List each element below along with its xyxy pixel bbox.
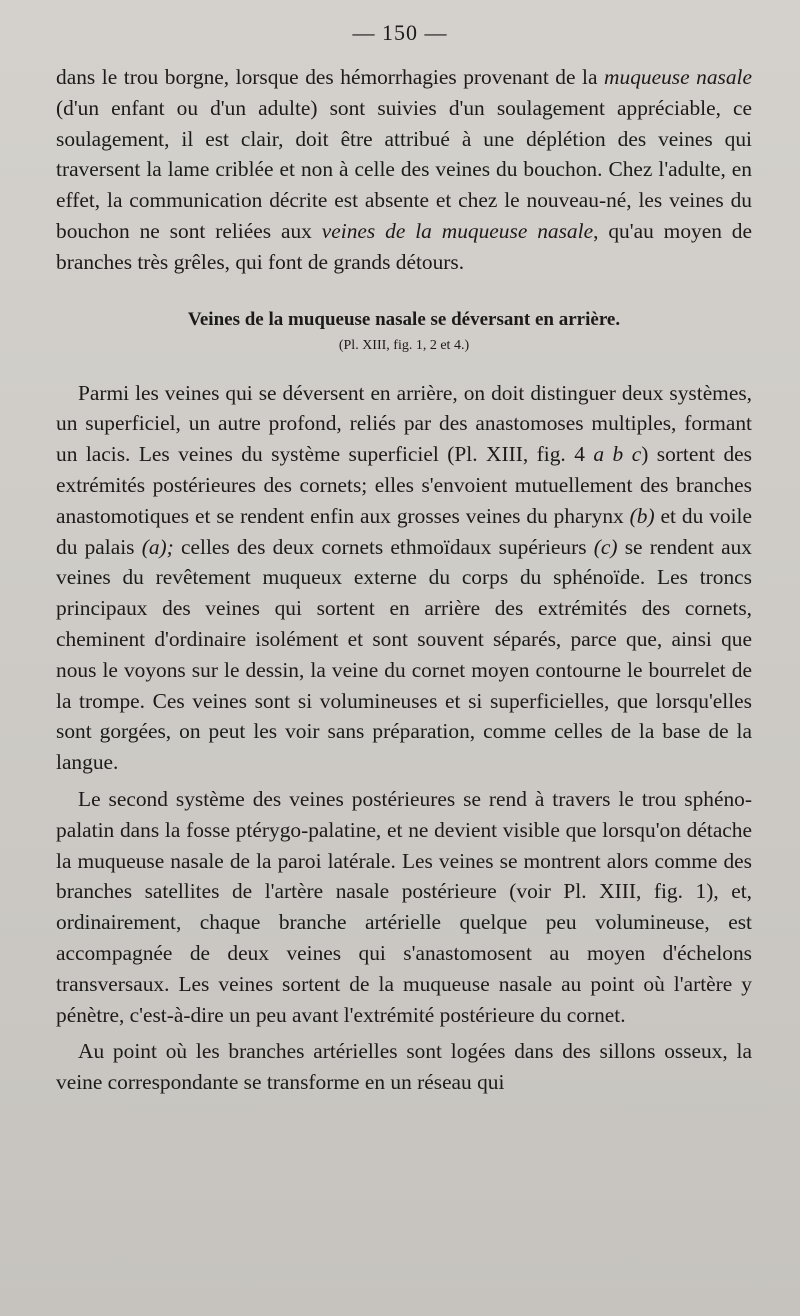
italic-label: (a);	[141, 534, 174, 559]
paragraph-superficial-system	[56, 378, 752, 778]
text-run: Parmi les veines qui se déversent en arrière, on doit distinguer deux systèmes, un superficiel, un autre profond, reliés par des anastomoses multiples, formant un lacis. Les veines du système superficiel (Pl. XIII, fig. 4	[56, 380, 752, 467]
paragraph-bony-grooves: Au point où les branches artérielles sont logées dans des sillons osseux, la veine correspondante se transforme en un réseau qui	[56, 1039, 752, 1095]
italic-term: veines de la muqueuse nasale	[321, 218, 594, 243]
paragraph-continuation	[56, 62, 752, 278]
page-body	[56, 62, 752, 1098]
italic-term: muqueuse nasale	[604, 65, 752, 89]
text-run: ) sortent des extrémités postérieures des cornets; elles s'envoient mutuellement des branches anastomotiques et se rendent enfin aux grosses veines du pharynx	[56, 442, 752, 528]
page-number: — 150 —	[352, 20, 448, 45]
text-run: celles des deux cornets ethmoïdaux supérieurs	[173, 534, 594, 559]
section-heading: Veines de la muqueuse nasale se déversant en arrière.	[187, 308, 621, 330]
italic-label: (b)	[629, 503, 655, 528]
italic-label: a b c	[593, 442, 642, 467]
text-run: se rendent aux veines du revêtement muqueux externe du corps du sphénoïde. Les troncs principaux des veines qui sortent en arrière des extrémités des cornets, cheminent d'ordinaire isolément et sont souvent séparés, parce que, ainsi que nous le voyons sur le dessin, la veine du cornet moyen contourne le bourrelet de la trompe. Ces veines sont si volumineuses et si superficielles, que lorsqu'elles sont gorgées, on peut les voir sans préparation, comme celles de la base de la langue.	[56, 534, 753, 775]
italic-label: (c)	[593, 534, 618, 559]
text-run: dans le trou borgne, lorsque des hémorrhagies provenant de la	[56, 65, 605, 89]
text-run: et du voile du palais	[56, 503, 752, 559]
text-run: (d'un enfant ou d'un adulte) sont suivies d'un soulagement appréciable, ce soulagement, il est clair, doit être attribué à une déplétion des veines qui traversent la lame criblée et non à celle des veines du bouchon. Chez l'adulte, en effet, la communication décrite est absente et chez le nouveau-né, les veines du bouchon ne sont reliées aux	[56, 95, 752, 243]
paragraph-deep-system: Le second système des veines postérieures se rend à travers le trou sphéno-palatin dans la fosse ptérygo-palatine, et ne devient visible que lorsqu'on détache la muqueuse nasale de la paroi latérale. Les veines se montrent alors comme des branches satellites de l'artère nasale postérieure (voir Pl. XIII, fig. 1), et, ordinairement, chaque branche artérielle quelque peu volumineuse, est accompagnée de deux veines qui s'anastomosent au moyen d'échelons transversaux. Les veines sortent de la muqueuse nasale au point où l'artère y pénètre, c'est-à-dire un peu avant l'extrémité postérieure du cornet.	[56, 786, 752, 1027]
plate-reference: (Pl. XIII, fig. 1, 2 et 4.)	[338, 337, 470, 353]
text-run: , qu'au moyen de branches très grêles, qui font de grands détours.	[56, 218, 752, 274]
